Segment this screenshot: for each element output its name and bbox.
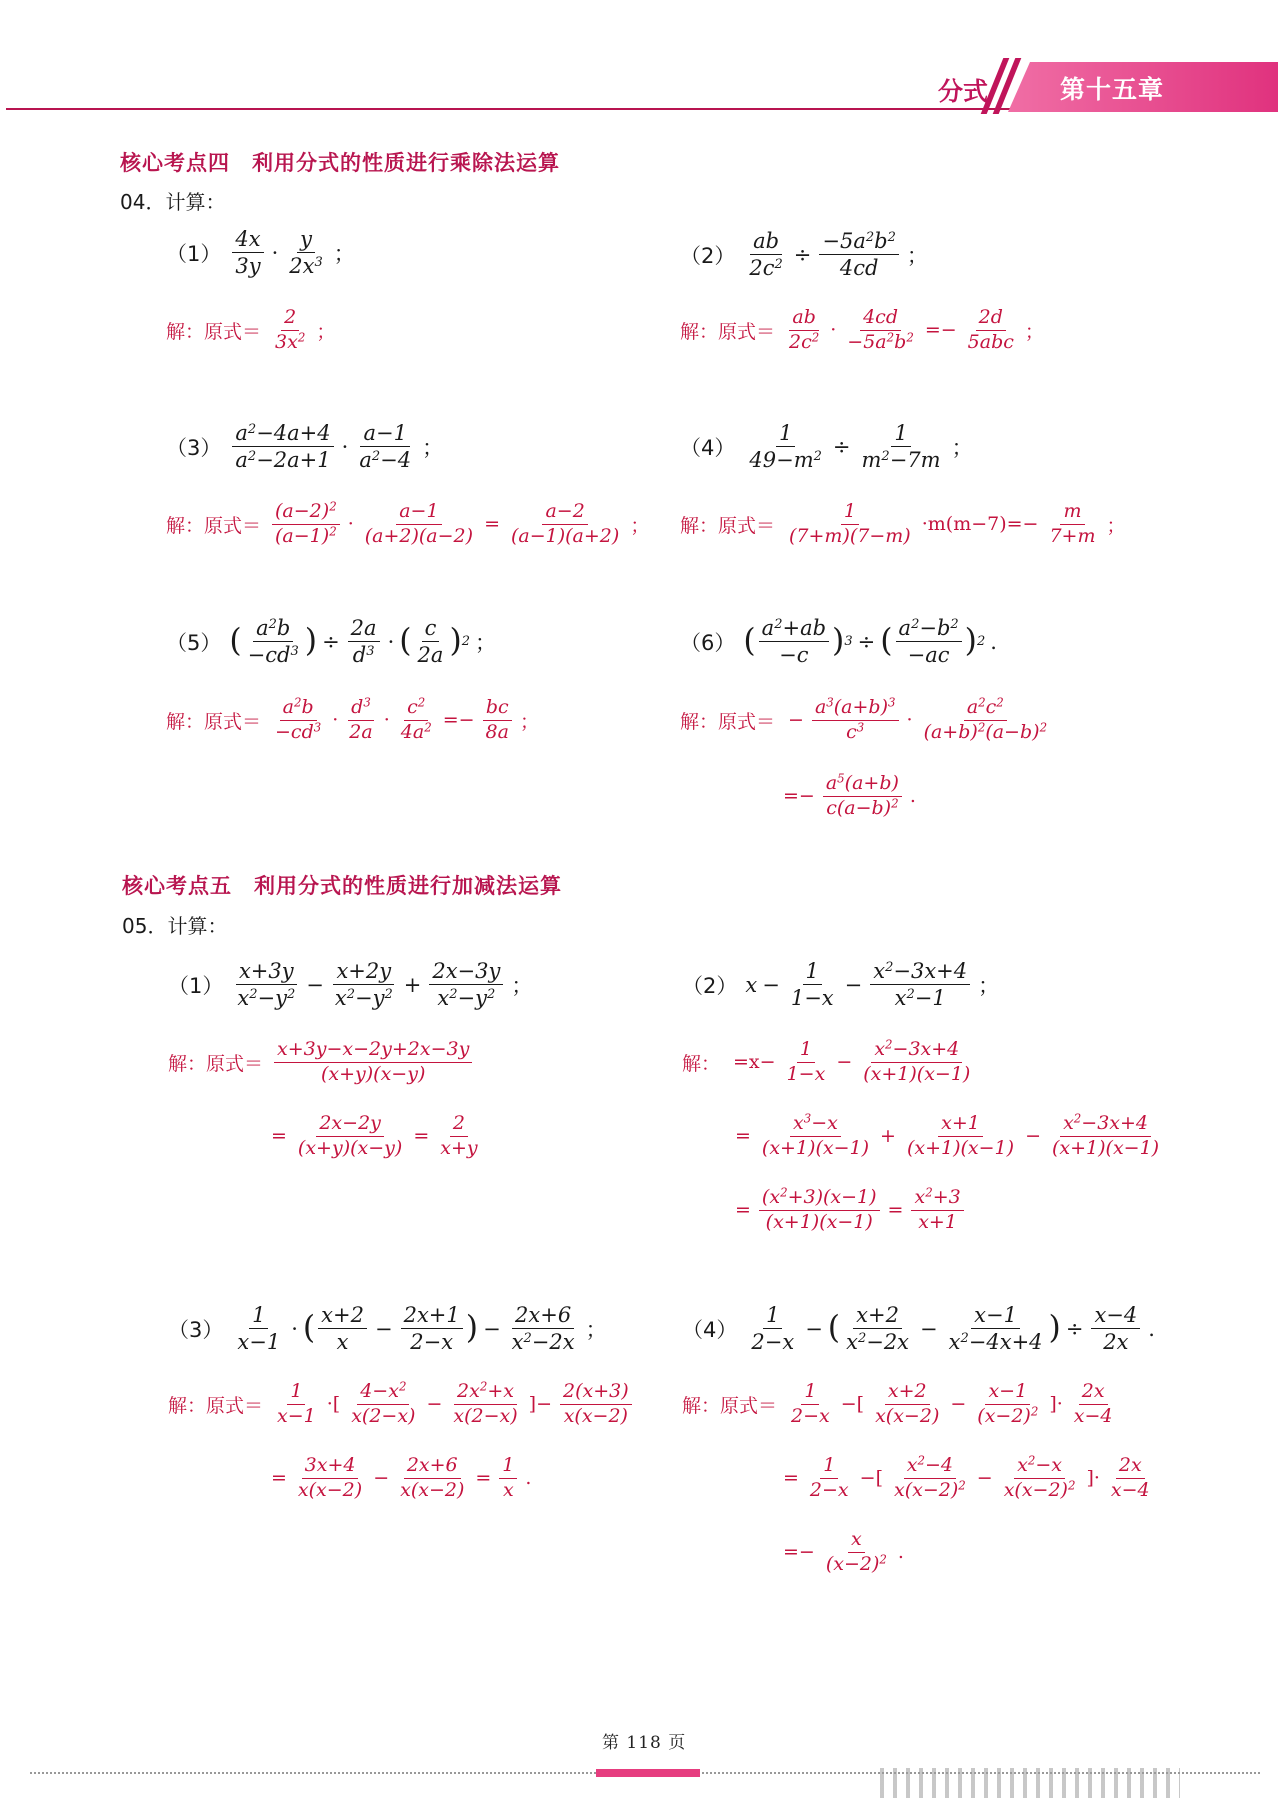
solution-4-3: 解：原式＝ $\frac{(a-2)^2}{(a-1)^2}$ · $\frac{a-1}{(a+2)(a-2)}$ = $\frac{a-2}{(a-1)(a+2)}$ ；: [166, 499, 650, 547]
problem-4-5: （5） ( $\frac{a^2b}{-cd^3}$ ) ÷ $\frac{2a}{d^3}$ · ( $\frac{c}{2a}$ ) 2 ；: [166, 616, 497, 668]
solution-5-1-line1: 解：原式＝ $\frac{x+3y-x-2y+2x-3y}{(x+y)(x-y)}$: [168, 1038, 475, 1087]
subject-label: 分式: [938, 77, 989, 106]
problem-4-6: （6） ( $\frac{a^2+ab}{-c}$ ) 3 ÷ ( $\frac{a^2-b^2}{-ac}$ ) 2 .: [680, 616, 997, 668]
page-number: 第 118 页: [602, 1733, 687, 1753]
solution-4-4: 解：原式＝ $\frac{1}{(7+m)(7-m)}$ ·m(m−7)=− $\frac{m}{7+m}$ ；: [680, 500, 1126, 547]
problem-4-4: （4） $\frac{1}{49-m^2}$ ÷ $\frac{1}{m^2-7m}$ ；: [680, 421, 973, 473]
problem-4-1: （1） $\frac{4x}{3y}$ · $\frac{y}{2x^3}$ ；: [166, 227, 355, 279]
solution-5-4-line1: 解：原式＝ $\frac{1}{2-x}$ −[ $\frac{x+2}{x(x-2)}$ − $\frac{x-1}{(x-2)^2}$ ]· $\frac{2x}{x-4}$: [682, 1380, 1113, 1427]
footer-accent-bar: [596, 1769, 700, 1777]
section5-title: 核心考点五 利用分式的性质进行加减法运算: [122, 874, 562, 898]
chapter-title: 第十五章: [1060, 75, 1165, 104]
solution-5-3-line1: 解：原式＝ $\frac{1}{x-1}$ ·[ $\frac{4-x^2}{x(2-x)}$ − $\frac{2x^2+x}{x(2-x)}$ ]− $\frac{2(x+3)}{x(x-2)}$: [168, 1380, 635, 1429]
solution-5-1-line2: = $\frac{2x-2y}{(x+y)(x-y)}$ = $\frac{2}{x+y}$: [271, 1112, 478, 1159]
solution-4-1: 解：原式＝ $\frac{2}{3x^2}$ ；: [166, 306, 336, 353]
solution-5-2-line2: = $\frac{x^3-x}{(x+1)(x-1)}$ + $\frac{x+1}{(x+1)(x-1)}$ − $\frac{x^2-3x+4}{(x+1)(x-1)}$: [735, 1111, 1160, 1159]
problem-4-2: （2） $\frac{ab}{2c^2}$ ÷ $\frac{-5a^2b^2}{4cd}$ ；: [680, 229, 928, 281]
problem-5-3: （3） $\frac{1}{x-1}$ · ( $\frac{x+2}{x}$ − $\frac{2x+1}{2-x}$ ) − $\frac{2x+6}{x^2-2x}$ ；: [168, 1303, 607, 1355]
solution-5-4-line2: = $\frac{1}{2-x}$ −[ $\frac{x^2-4}{x(x-2)^2}$ − $\frac{x^2-x}{x(x-2)^2}$ ]· $\frac{2x}{x-4}$: [783, 1453, 1150, 1501]
scan-marks: [880, 1768, 1180, 1798]
solution-5-2-line3: = $\frac{(x^2+3)(x-1)}{(x+1)(x-1)}$ = $\frac{x^2+3}{x+1}$: [730, 1186, 967, 1235]
problem-5-2: （2） x − $\frac{1}{1-x}$ − $\frac{x^2-3x+4}{x^2-1}$ ；: [682, 959, 1000, 1011]
solution-5-2-line1: 解： =x− $\frac{1}{1-x}$ − $\frac{x^2-3x+4}{(x+1)(x-1)}$: [682, 1037, 971, 1085]
solution-4-5: 解：原式＝ $\frac{a^2b}{-cd^3}$ · $\frac{d^3}{2a}$ · $\frac{c^2}{4a^2}$ =− $\frac{bc}{8a}$ ；: [166, 695, 539, 743]
solution-4-6-line2: =− $\frac{a^5(a+b)}{c(a-b)^2}$ .: [783, 771, 916, 819]
problem-4-3: （3） $\frac{a^2-4a+4}{a^2-2a+1}$ · $\frac{a-1}{a^2-4}$ ；: [166, 421, 444, 473]
problem-5-1: （1） $\frac{x+3y}{x^2-y^2}$ − $\frac{x+2y}{x^2-y^2}$ + $\frac{2x-3y}{x^2-y^2}$ ；: [168, 959, 533, 1011]
solution-4-6-line1: 解：原式＝ − $\frac{a^3(a+b)^3}{c^3}$ · $\frac{a^2c^2}{(a+b)^2(a-b)^2}$: [680, 695, 1048, 743]
solution-5-4-line3: =− $\frac{x}{(x-2)^2}$ .: [783, 1528, 904, 1575]
problem-5-4: （4） $\frac{1}{2-x}$ − ( $\frac{x+2}{x^2-2x}$ − $\frac{x-1}{x^2-4x+4}$ ) ÷ $\frac{x-4}{2x}$ .: [682, 1303, 1155, 1355]
section4-title: 核心考点四 利用分式的性质进行乘除法运算: [120, 151, 560, 175]
solution-5-3-line2: = $\frac{3x+4}{x(x-2)}$ − $\frac{2x+6}{x(x-2)}$ = $\frac{1}{x}$ .: [271, 1454, 532, 1501]
section4-question: 04．计算：: [120, 190, 226, 214]
solution-4-2: 解：原式＝ $\frac{ab}{2c^2}$ · $\frac{4cd}{-5a^2b^2}$ =− $\frac{2d}{\text{5abc}}$ ；: [680, 306, 1044, 353]
section5-question: 05．计算：: [122, 914, 228, 938]
